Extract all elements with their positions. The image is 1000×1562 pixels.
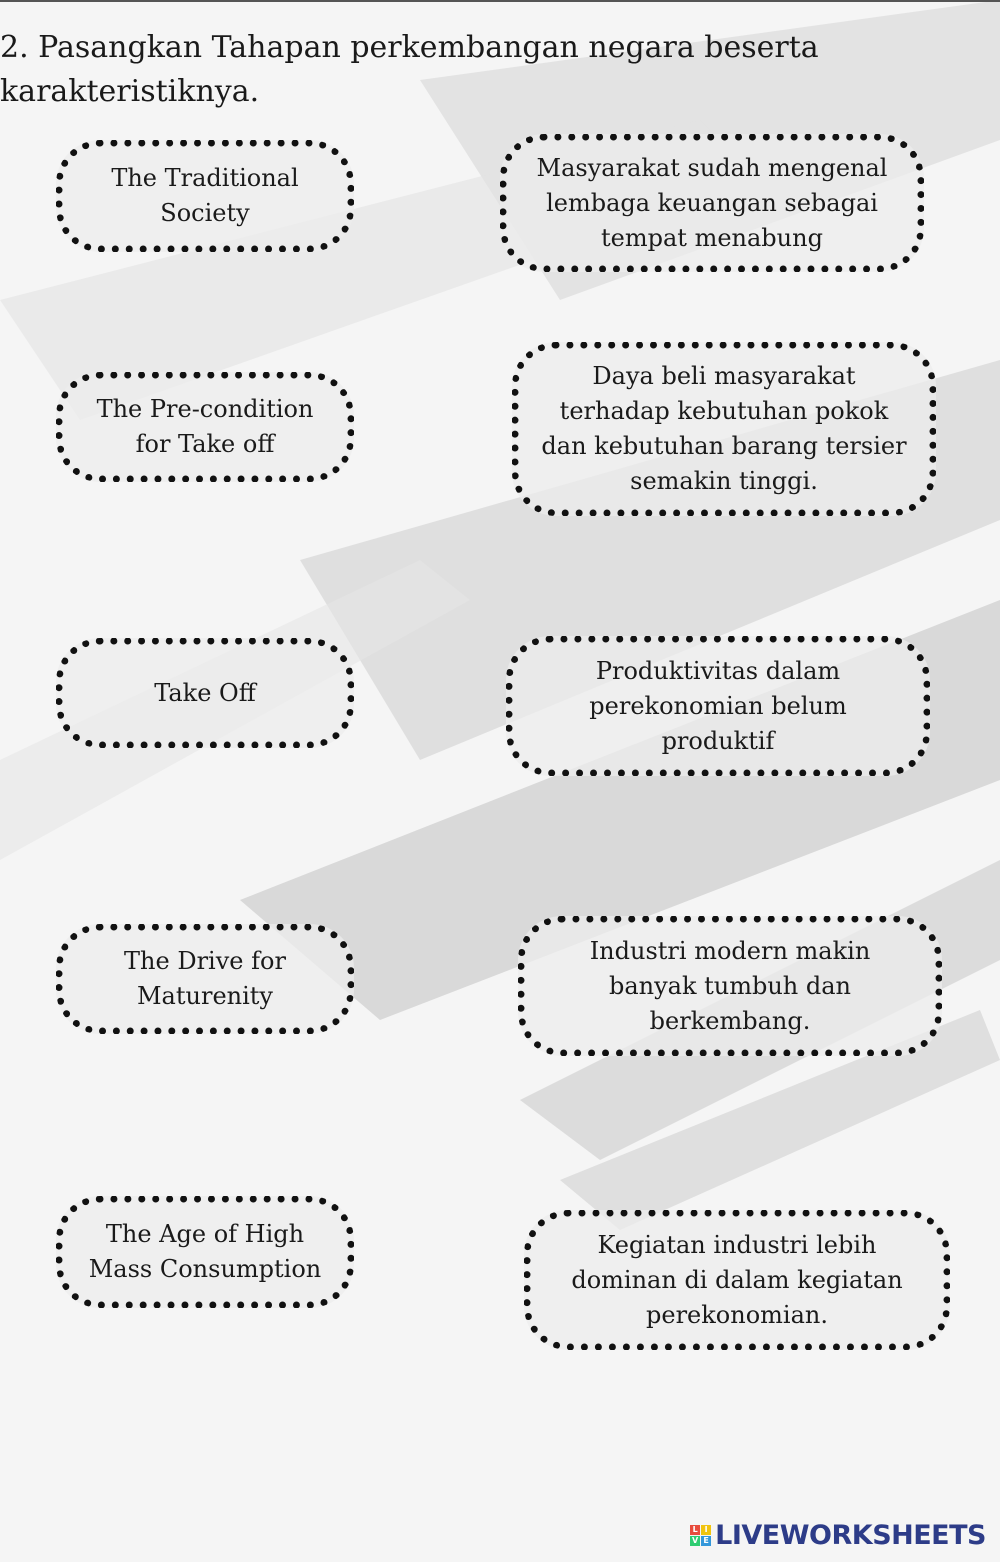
liveworksheets-logo: [690, 1520, 986, 1551]
stage-label: Take Off: [154, 678, 256, 707]
characteristic-label: Daya beli masyarakat terhadap kebutuhan pokok dan kebutuhan barang tersier semakin tinggi.: [541, 362, 907, 495]
stage-label: The Traditional Society: [111, 164, 299, 227]
question-title: 2. Pasangkan Tahapan perkembangan negara beserta karakteristiknya.: [0, 30, 819, 109]
characteristic-card-2[interactable]: [512, 342, 936, 516]
characteristic-card-1[interactable]: [500, 134, 924, 272]
top-rule: [0, 0, 1000, 2]
logo-mark-icon: L I V E: [690, 1525, 711, 1546]
stage-label: The Pre-condition for Take off: [96, 395, 314, 458]
stage-label: The Age of High Mass Consumption: [88, 1220, 322, 1283]
characteristic-card-5[interactable]: [524, 1210, 950, 1350]
stage-label: The Drive for Maturenity: [124, 947, 286, 1010]
characteristic-card-3[interactable]: [506, 636, 930, 776]
characteristic-card-4[interactable]: [518, 916, 942, 1056]
logo-wordmark: LIVEWORKSHEETS: [715, 1520, 986, 1551]
characteristic-label: Produktivitas dalam perekonomian belum produktif: [589, 656, 847, 755]
stage-card-pre-condition[interactable]: [56, 372, 354, 482]
stage-card-traditional-society[interactable]: [56, 140, 354, 252]
characteristic-label: Masyarakat sudah mengenal lembaga keuangan sebagai tempat menabung: [536, 153, 888, 252]
characteristic-label: Industri modern makin banyak tumbuh dan berkembang.: [589, 936, 871, 1035]
characteristic-label: Kegiatan industri lebih dominan di dalam kegiatan perekonomian.: [571, 1230, 903, 1329]
stage-card-drive-to-maturity[interactable]: [56, 924, 354, 1034]
stage-card-high-mass-consumption[interactable]: [56, 1196, 354, 1308]
stage-card-take-off[interactable]: [56, 638, 354, 748]
